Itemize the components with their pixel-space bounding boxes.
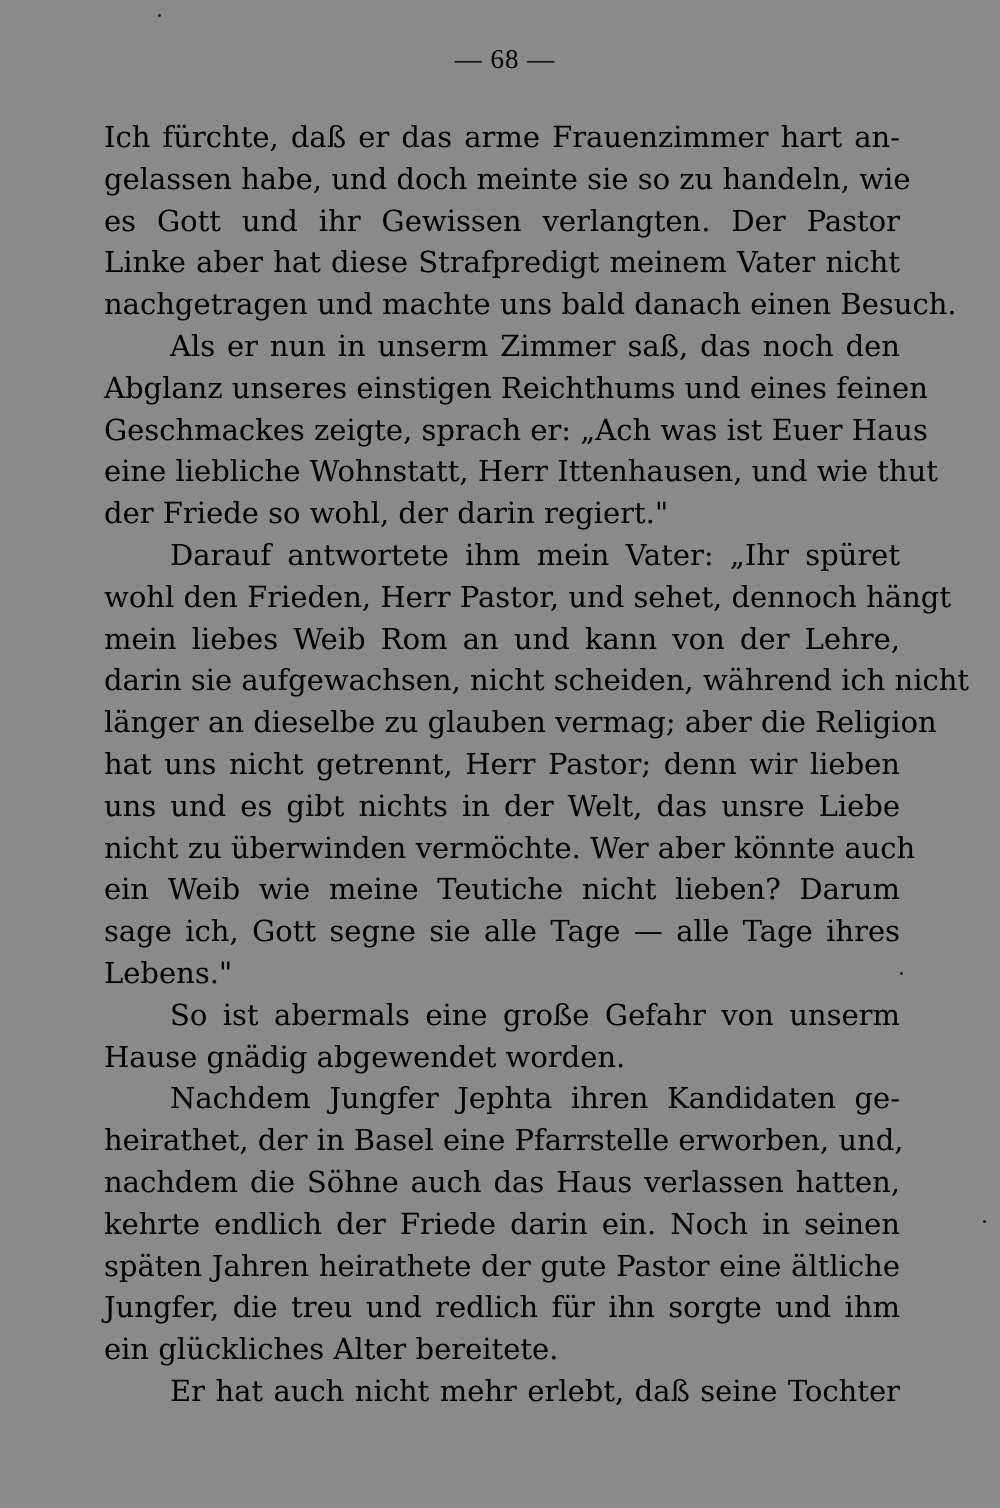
scan-speck — [900, 972, 903, 975]
text-line: Geschmackes zeigte, sprach er: „Ach was ist Euer Haus — [104, 412, 928, 447]
text-line: sage ich, Gott segne sie alle Tage — alle Tage ihres — [104, 914, 900, 949]
text-line: mein liebes Weib Rom an und kann von der Lehre, — [104, 621, 900, 656]
text-line: ein Weib wie meine Teutiche nicht lieben? Darum — [104, 872, 900, 907]
text-line: Als er nun in unserm Zimmer saß, das noch den — [170, 328, 900, 363]
text-line: nicht zu überwinden vermöchte. Wer aber könnte auch — [104, 830, 916, 865]
page-number: — 68 — — [454, 44, 556, 74]
text-line: Lebens." — [104, 955, 233, 990]
text-line: Nachdem Jungfer Jephta ihren Kandidaten ge- — [170, 1081, 900, 1116]
text-line: der Friede so wohl, der darin regiert." — [104, 496, 669, 531]
text-line: Er hat auch nicht mehr erlebt, daß seine Tochter — [170, 1373, 900, 1408]
text-line: Linke aber hat diese Strafpredigt meinem Vater nicht — [104, 245, 900, 280]
text-line: kehrte endlich der Friede darin ein. Noch in seinen — [104, 1206, 900, 1241]
text-line: wohl den Frieden, Herr Pastor, und sehet, dennoch hängt — [104, 579, 951, 614]
text-line: nachdem die Söhne auch das Haus verlassen hatten, — [104, 1164, 900, 1199]
text-line: es Gott und ihr Gewissen verlangten. Der Pastor — [104, 203, 900, 238]
text-line: Ich fürchte, daß er das arme Frauenzimmer hart an- — [104, 120, 900, 154]
text-line: länger an dieselbe zu glauben vermag; aber die Religion — [104, 705, 937, 740]
text-line: gelassen habe, und doch meinte sie so zu handeln, wie — [104, 161, 911, 196]
text-line: uns und es gibt nichts in der Welt, das unsre Liebe — [104, 788, 900, 823]
text-line: Jungfer, die treu und redlich für ihn sorgte und ihm — [104, 1290, 900, 1325]
text-line: darin sie aufgewachsen, nicht scheiden, während ich nicht — [104, 663, 970, 698]
text-line: heirathet, der in Basel eine Pfarrstelle erworben, und, — [104, 1123, 904, 1158]
text-line: nachgetragen und machte uns bald danach einen Besuch. — [104, 287, 957, 322]
text-line: ein glückliches Alter bereitete. — [104, 1332, 559, 1367]
text-line: So ist abermals eine große Gefahr von unserm — [170, 997, 900, 1032]
text-line: hat uns nicht getrennt, Herr Pastor; denn wir lieben — [104, 746, 900, 781]
text-line: späten Jahren heirathete der gute Pastor eine ältliche — [104, 1248, 900, 1283]
text-line: Darauf antwortete ihm mein Vater: „Ihr spüret — [170, 537, 900, 572]
text-line: Abglanz unseres einstigen Reichthums und eines feinen — [104, 370, 928, 405]
scan-speck — [158, 14, 161, 17]
text-line: Hause gnädig abgewendet worden. — [104, 1039, 626, 1074]
body-text — [104, 117, 970, 1413]
scan-speck — [983, 1220, 986, 1223]
text-line: eine liebliche Wohnstatt, Herr Ittenhausen, und wie thut — [104, 454, 938, 489]
